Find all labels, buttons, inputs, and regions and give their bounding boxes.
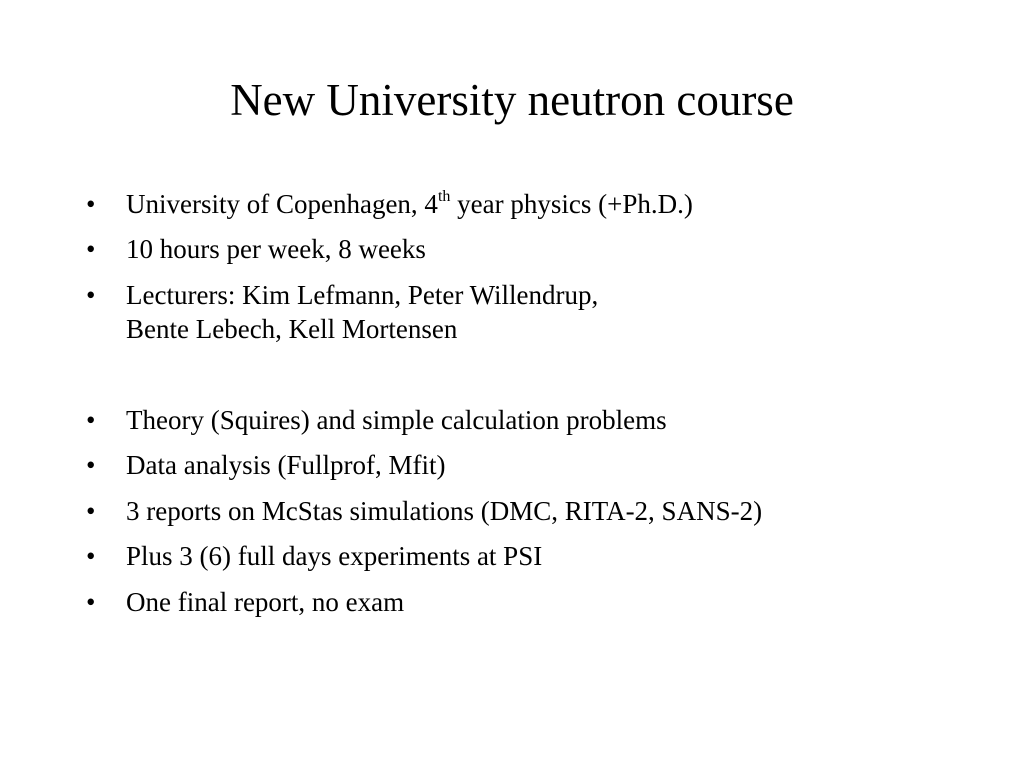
bullet-icon: • [86, 587, 96, 617]
bullet-text: One final report, no exam [126, 587, 405, 617]
bullet-text-rest: year physics (+Ph.D.) [450, 189, 693, 219]
slide-title: New University neutron course [230, 75, 794, 125]
ordinal-superscript: th [437, 188, 451, 205]
bullet-text: Theory (Squires) and simple calculation problems [126, 405, 667, 435]
bullet-icon: • [86, 280, 96, 310]
bullet-icon: • [86, 496, 96, 526]
bullet-text [126, 187, 986, 221]
bullet-text: Data analysis (Fullprof, Mfit) [126, 450, 446, 480]
bullet-icon: • [86, 450, 96, 480]
bullet-line-2: Bente Lebech, Kell Mortensen [126, 314, 458, 344]
bullet-icon: • [86, 189, 96, 219]
bullet-icon: • [86, 405, 96, 435]
bullet-text [126, 278, 986, 346]
bullet-icon: • [86, 234, 96, 264]
bullet-text-main: University of Copenhagen, 4 [126, 189, 438, 219]
bullet-text: 10 hours per week, 8 weeks [126, 234, 426, 264]
bullet-text: Plus 3 (6) full days experiments at PSI [126, 541, 543, 571]
bullet-icon: • [86, 541, 96, 571]
bullet-text: 3 reports on McStas simulations (DMC, RITA-2, SANS-2) [126, 496, 763, 526]
bullet-line-1: Lecturers: Kim Lefmann, Peter Willendrup, [126, 280, 599, 310]
